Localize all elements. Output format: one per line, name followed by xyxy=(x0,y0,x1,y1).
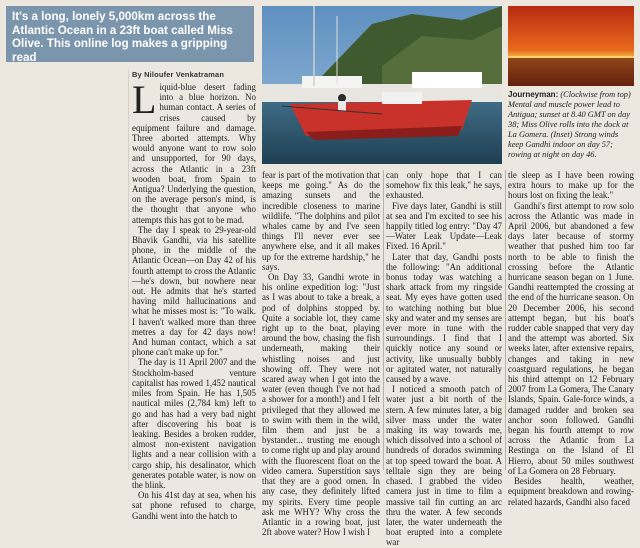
column-rule xyxy=(128,70,129,470)
article-paragraph: On his 41st day at sea, when his sat phone refused to charge, Gandhi went into the hatch to xyxy=(132,490,256,521)
article-column-1-text xyxy=(132,77,256,521)
article-column-3 xyxy=(386,170,502,548)
drop-cap: L xyxy=(132,77,157,122)
article-paragraph: Besides health, weather, equipment breakdown and rowing-related hazards, Gandhi also faced xyxy=(508,476,634,507)
article-column-2 xyxy=(262,170,380,538)
column-rule xyxy=(383,170,384,470)
article-paragraph: On Day 33, Gandhi wrote in his online expedition log: "Just as I was about to take a break, a pod of dolphins stopped by. Quite a sociable lot, they came right up to the boat, playing around the bow, chasing the fish underneath, making their whistling noises and just showing off. They were not scared away when I got into the water (even though I've not had a shower for a month!) and I felt privileged that they allowed me to swim with them in the wild, film them and just be a bystander... trusting me enough to come right up and play around with the fluorescent float on the video camera. Superstition says that they are a good omen. In any case, they definitely lifted my spirits. Every time people ask me WHY? Why cross the Atlantic in a rowing boat, just 2ft above water? How I wish I xyxy=(262,272,380,538)
column-rule xyxy=(505,170,506,470)
sunset-illustration xyxy=(508,6,634,86)
boat-dock-illustration xyxy=(262,6,502,164)
article-paragraph: I noticed a smooth patch of water just a bit north of the stern. A few minutes later, a big silver mass under the water making its way towards me, which dissolved into a school of hundreds of dorados swimming at top speed toward the boat. A telltale sign they are being chased. I grabbed the video camera just in time to film a massive tail fin cutting an arc thru the water. A few seconds later, the water underneath the boat erupted into a complete war xyxy=(386,384,502,548)
photo-caption xyxy=(508,90,634,160)
article-paragraph: can only hope that I can somehow fix this leak," he says, exhausted. xyxy=(386,170,502,201)
caption-text: (Clockwise from top) Mental and muscle power lead to Antigua; sunset at 8.40 GMT on day 38; Miss Olive rolls into the dock at La Gomera. (Inset) Strong winds keep Gandhi indoor on day 57; rowing at night on day 46. xyxy=(508,90,631,159)
caption-label: Journeyman: xyxy=(508,90,559,99)
article-paragraph: The day is 11 April 2007 and the Stockholm-based venture capitalist has rowed 1,452 nautical miles from Spain. He has 1,505 nautical miles (2,784 km) left to go and has had a very bad night after discovering his boat is leaking. Besides a broken rudder, almost non-existent navigation lights and a near collision with a cargo ship, his desalinator, which generates potable water, is now on the blink. xyxy=(132,357,256,490)
headline: It's a long, lonely 5,000km across the Atlantic Ocean in a 23ft boat called Miss Olive. This online log makes a gripping read xyxy=(12,10,233,64)
headline-box xyxy=(6,6,254,62)
article-column-1 xyxy=(8,64,126,480)
article-paragraph: fear is part of the motivation that keeps me going." As do the amazing sunsets and the incredible closeness to marine wildlife. "The dolphins and pilot whales came by and I've seen things I'll never ever see anywhere else, and it all makes up for the extreme hardship," he says. xyxy=(262,170,380,272)
article-paragraph: Five days later, Gandhi is still at sea and I'm excited to see his happily titled log entry: "Day 47—Water Leak Update—Leak Fixed. 16 April." xyxy=(386,200,502,252)
boat-dock-photo xyxy=(262,6,502,164)
article-paragraph: tle sleep as I have been rowing extra hours to make up for the hours lost on fixing the leak." xyxy=(508,170,634,201)
byline: By Niloufer Venkatraman xyxy=(132,70,225,79)
article-paragraph: Gandhi's first attempt to row solo across the Atlantic was made in April 2006, but abandoned a few days later because of stormy weather that pushed him too far north to be able to finish the crossing before the Atlantic hurricane season began on 1 June. Gandhi reattempted the crossing at the end of the hurricane season. On 20 December 2006, his second attempt began, but his boat's rudder cable snapped that very day and the attempt was aborted. Six weeks later, after extensive repairs, changes and taking in new coastguard regulations, he began his third attempt on 12 February 2007 from La Gomera, The Canary Islands, Spain. Gale-force winds, a damaged rudder and broken sea anchor soon followed. Gandhi began his fourth attempt to row across the Atlantic from La Restinga on the Island of El Hierro, about 50 miles southwest of La Gomera on 28 February. xyxy=(508,200,634,476)
article-lead-paragraph xyxy=(132,77,256,225)
article-paragraph: Later that day, Gandhi posts the following: "An additional bonus today was watching a shark attack from my ringside seat. My eyes have gotten used to watching nothing but blue sky and water and my senses are ever more in tune with the surroundings. I find that I quickly notice any sound or activity, like unusually bubbly or agitated water, not naturally caused by a wave. xyxy=(386,251,502,385)
lead-text: iquid-blue desert fading into a blue horizon. No human contact. A series of crises caused by equipment failure and damage. Three aborted attempts. Why would anyone want to row solo and unsupported, for 90 days, across the Atlantic in a 23ft wooden boat, from Spain to Antigua? Underlying the question, on the average person's mind, is the thought that anyone who attempts this has got to be mad. xyxy=(132,82,256,225)
article-paragraph: The day I speak to 29-year-old Bhavik Gandhi, via his satellite phone, in the middle of the Atlantic Ocean—on Day 42 of his fourth attempt to cross the Atlantic—he's down, but nowhere near out. He admits that he's started having mild hallucinations and what he misses most is: "To walk. I haven't walked more than three metres a day for 42 days now! And human contact, which a sat phone can't make up for." xyxy=(132,224,256,358)
sunset-photo xyxy=(508,6,634,86)
article-column-4 xyxy=(508,170,634,507)
